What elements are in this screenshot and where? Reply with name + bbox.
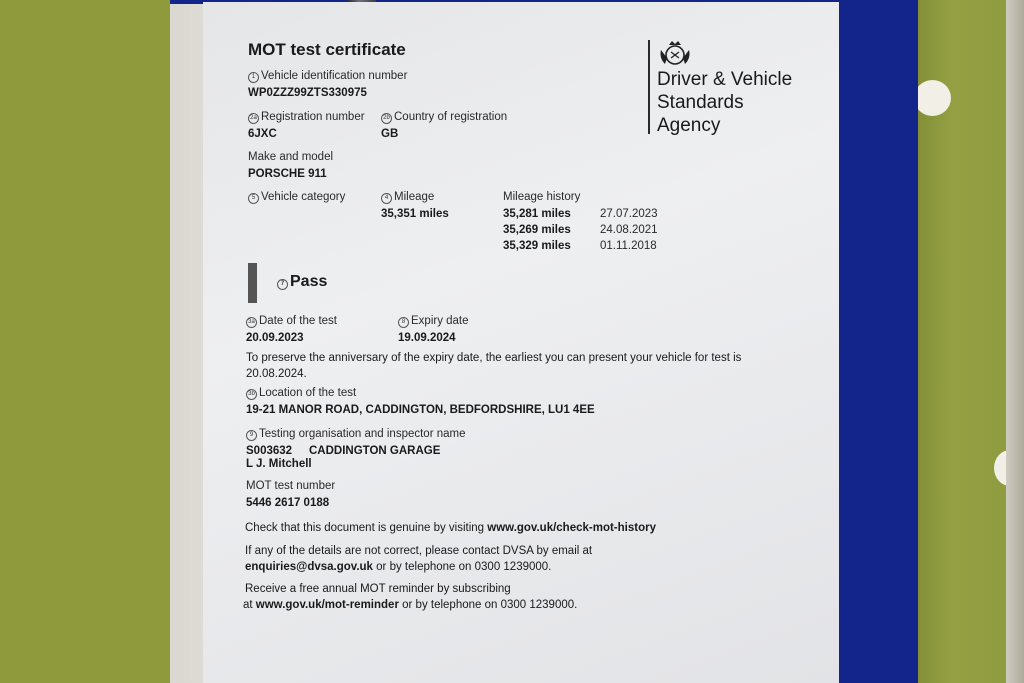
history-miles: 35,329 miles (503, 240, 571, 252)
royal-crest-icon (657, 38, 693, 68)
anniversary-note: To preserve the anniversary of the expiry date, the earliest you can present your vehicle for test is (246, 352, 742, 364)
make-value: PORSCHE 911 (248, 168, 327, 180)
organisation-code: S003632 (246, 445, 293, 457)
vin-value: WP0ZZZ99ZTS330975 (248, 87, 367, 99)
inspector-name: L J. Mitchell (246, 458, 312, 470)
test-result: 7 Pass (277, 273, 327, 291)
contact-line: If any of the details are not correct, please contact DVSA by email at (245, 545, 593, 557)
registration-label: 2a Registration number (248, 111, 365, 124)
check-genuine-line: Check that this document is genuine by visiting www.gov.uk/check-mot-history (245, 522, 656, 534)
history-date: 24.08.2021 (600, 224, 658, 236)
mot-reminder-link[interactable]: www.gov.uk/mot-reminder (255, 599, 399, 611)
mot-certificate-page (203, 2, 839, 683)
check-mot-link[interactable]: www.gov.uk/check-mot-history (487, 522, 656, 534)
polka-dot (914, 80, 951, 116)
registration-value: 6JXC (248, 128, 277, 140)
contact-details: enquiries@dvsa.gov.uk or by telephone on 0300 1239000. (245, 561, 552, 573)
organisation-name: CADDINGTON GARAGE (309, 445, 441, 457)
history-miles: 35,281 miles (503, 208, 571, 220)
test-date-value: 20.09.2023 (246, 332, 304, 344)
anniversary-date: 20.08.2024. (246, 368, 307, 380)
expiry-value: 19.09.2024 (398, 332, 456, 344)
result-bar (248, 263, 257, 303)
location-value: 19-21 MANOR ROAD, CADDINGTON, BEDFORDSHIRE, LU1 4EE (246, 404, 595, 416)
country-label: 2b Country of registration (381, 111, 507, 124)
vin-label: 1 Vehicle identification number (248, 70, 407, 83)
organisation-label: 9 Testing organisation and inspector name (246, 428, 466, 441)
expiry-label: 8 Expiry date (398, 315, 469, 328)
history-miles: 35,269 miles (503, 224, 571, 236)
certificate-title: MOT test certificate (248, 40, 406, 59)
location-label: 3b Location of the test (246, 387, 356, 400)
country-value: GB (381, 128, 399, 140)
make-label: Make and model (248, 151, 334, 163)
test-number-label: MOT test number (246, 480, 336, 492)
reminder-details: at www.gov.uk/mot-reminder or by telephone on 0300 1239000. (243, 599, 578, 611)
mileage-history-label: Mileage history (503, 191, 581, 203)
reminder-line: Receive a free annual MOT reminder by subscribing (245, 583, 511, 595)
agency-divider (648, 40, 650, 134)
test-number-value: 5446 2617 0188 (246, 497, 330, 509)
agency-name: Driver & Vehicle Standards Agency (657, 69, 793, 136)
mileage-value: 35,351 miles (381, 208, 449, 220)
category-label: 5 Vehicle category (248, 191, 345, 204)
sleeve-edge (1006, 0, 1024, 683)
history-date: 01.11.2018 (600, 240, 657, 252)
contact-email-link[interactable]: enquiries@dvsa.gov.uk (245, 561, 373, 573)
mileage-label: 4 Mileage (381, 191, 434, 204)
history-date: 27.07.2023 (600, 208, 658, 220)
test-date-label: 3a Date of the test (246, 315, 337, 328)
